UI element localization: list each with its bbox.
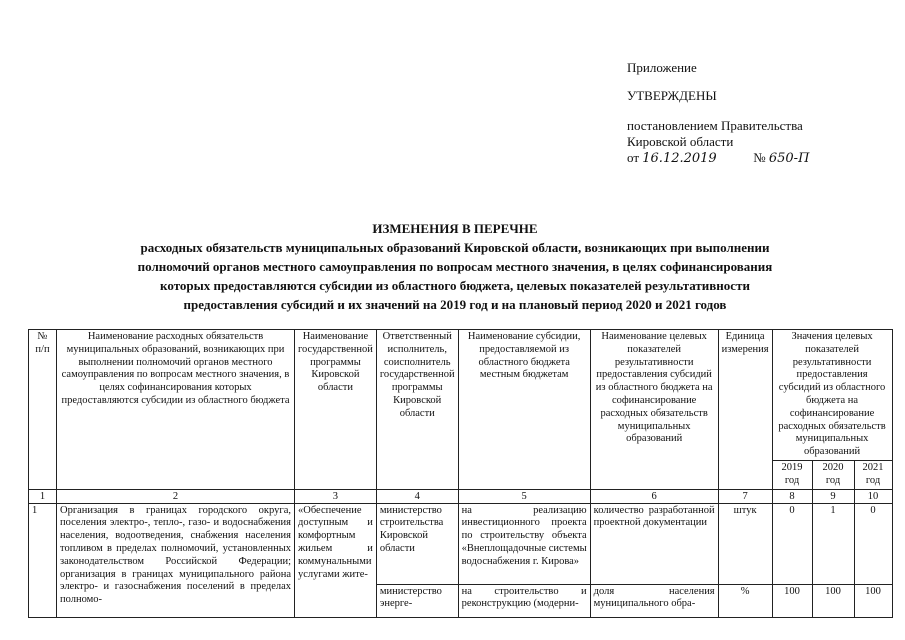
appendix-label: Приложение (627, 60, 697, 75)
column-number: 7 (718, 489, 772, 503)
row-value-2020: 1 (812, 503, 854, 584)
column-number: 5 (458, 489, 590, 503)
title-line-4: предоставления субсидий и их значений на 2019 год и на плановый период 2020 и 2021 годов (183, 297, 727, 312)
header-row (29, 330, 893, 461)
column-number: 4 (376, 489, 458, 503)
row-value-2021: 100 (854, 584, 892, 617)
header-no: № п/п (29, 330, 57, 490)
header-year-2019: 2019 год (772, 460, 812, 489)
row-obligation: Организация в границах городского округа, поселения электро-, тепло-, газо- и водоснабжения населения, водоотведения, снабжения населения топливом в пределах полномочий, установленных законодательством Российской Федерации; организация в границах муниципального района электро- и газоснабжения поселений в пределах полномо- (57, 503, 295, 617)
number-prefix: № (753, 150, 766, 165)
title-line-1: расходных обязательств муниципальных образований Кировской области, возникающих при выполнении (140, 240, 770, 255)
row-executor: министерство строительства Кировской области (376, 503, 458, 584)
decree-date: 16.12.2019 (642, 151, 717, 166)
decree-line-1: постановлением Правительства (627, 118, 803, 133)
document-title (60, 219, 850, 314)
row-executor: министерство энерге- (376, 584, 458, 617)
row-value-2021: 0 (854, 503, 892, 584)
column-number: 10 (854, 489, 892, 503)
row-unit: % (718, 584, 772, 617)
column-number: 9 (812, 489, 854, 503)
row-subsidy: на строительство и реконструкцию (модерни- (458, 584, 590, 617)
row-number: 1 (29, 503, 57, 617)
column-number: 6 (590, 489, 718, 503)
header-year-2020: 2020 год (812, 460, 854, 489)
row-indicator: доля населения муниципального обра- (590, 584, 718, 617)
row-value-2019: 100 (772, 584, 812, 617)
decree-date-line (627, 150, 809, 167)
column-number: 8 (772, 489, 812, 503)
title-line-3: которых предоставляются субсидии из областного бюджета, целевых показателей результативности (160, 278, 750, 293)
header-executor: Ответственный исполнитель, соисполнитель государственной программы Кировской области (376, 330, 458, 490)
row-subsidy: на реализацию инвестиционного проекта по строительству объекта «Внеплощадочные системы водоснабжения г. Кирова» (458, 503, 590, 584)
column-number: 1 (29, 489, 57, 503)
header-program: Наименование государственной программы Кировской области (295, 330, 377, 490)
row-indicator: количество разработанной проектной документации (590, 503, 718, 584)
column-number: 3 (295, 489, 377, 503)
row-value-2019: 0 (772, 503, 812, 584)
table-row (29, 503, 893, 584)
row-value-2020: 100 (812, 584, 854, 617)
decree-line-2: Кировской области (627, 134, 734, 149)
approved-label: УТВЕРЖДЕНЫ (627, 88, 717, 103)
title-line-2: полномочий органов местного самоуправления по вопросам местного значения, в целях софинансирования (137, 259, 773, 274)
column-number: 2 (57, 489, 295, 503)
header-unit: Единица измерения (718, 330, 772, 490)
subsidy-table (28, 329, 893, 618)
header-indicator: Наименование целевых показателей результативности предоставления субсидий из областного бюджета на софинансирование расходных обязательств муниципальных образований (590, 330, 718, 490)
header-values: Значения целевых показателей результативности предоставления субсидий из областного бюджета на софинансирование расходных обязательств муниципальных образований (772, 330, 892, 461)
column-number-row (29, 489, 893, 503)
title-heading: ИЗМЕНЕНИЯ В ПЕРЕЧНЕ (372, 221, 538, 236)
approval-block (627, 60, 809, 167)
row-program: «Обеспечение доступным и комфортным жильем и коммунальными услугами жите- (295, 503, 377, 617)
decree-number: 650-П (768, 151, 810, 166)
row-unit: штук (718, 503, 772, 584)
header-obligation: Наименование расходных обязательств муниципальных образований, возникающих при выполнении полномочий органов местного самоуправления по вопросам местного значения, в целях софинансирования которых предоставляются субсидии из областного бюджета (57, 330, 295, 490)
header-subsidy: Наименование субсидии, предоставляемой из областного бюджета местным бюджетам (458, 330, 590, 490)
date-prefix: от (627, 150, 640, 165)
header-year-2021: 2021 год (854, 460, 892, 489)
